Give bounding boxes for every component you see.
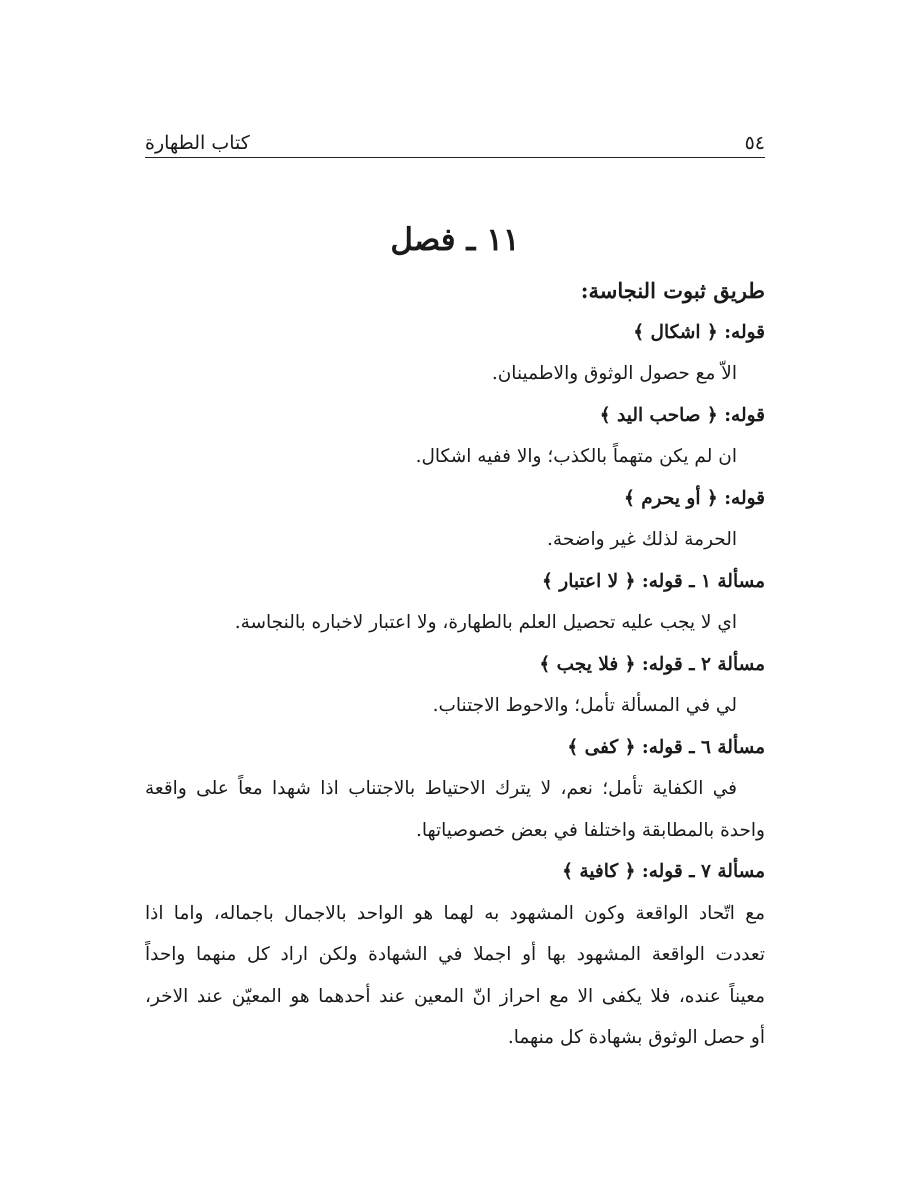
page-number: ٥٤ (744, 132, 765, 154)
masala-heading: مسألة ٢ ـ قوله: ﴿ فلا يجب ﴾ (539, 653, 765, 675)
section-title: طريق ثبوت النجاسة: (580, 278, 765, 303)
commentary-line: الاّ مع حصول الوثوق والاطمينان. (491, 363, 737, 384)
commentary-line: مع اتّحاد الواقعة وكون المشهود به لهما هو الواحد بالاجمال باجماله، واما اذا (145, 902, 765, 924)
header-rule (145, 157, 765, 158)
commentary-line: ان لم يكن متهماً بالكذب؛ والا ففيه اشكال. (415, 446, 737, 467)
commentary-line: واحدة بالمطابقة واختلفا في بعض خصوصياتها. (415, 819, 765, 841)
commentary-line: تعددت الواقعة المشهود بها أو اجملا في الشهادة ولكن اراد كل منهما واحداً (145, 944, 765, 965)
commentary-line: لي في المسألة تأمل؛ والاحوط الاجتناب. (432, 695, 737, 716)
commentary-line: أو حصل الوثوق بشهادة كل منهما. (507, 1027, 765, 1048)
commentary-line: معيناً عنده، فلا يكفى الا مع احراز انّ المعين عند أحدهما هو المعيّن عند الاخر، (145, 985, 765, 1007)
commentary-line: في الكفاية تأمل؛ نعم، لا يترك الاحتياط بالاجتناب اذا شهدا معاً على واقعة (145, 778, 737, 799)
masala-heading: مسألة ١ ـ قوله: ﴿ لا اعتبار ﴾ (542, 570, 765, 592)
masala-heading: مسألة ٦ ـ قوله: ﴿ كفى ﴾ (567, 736, 765, 758)
qawlah-line: قوله: ﴿ صاحب اليد ﴾ (599, 404, 765, 426)
qawlah-line: قوله: ﴿ أو يحرم ﴾ (623, 487, 765, 509)
running-header (145, 128, 765, 158)
commentary-line: اي لا يجب عليه تحصيل العلم بالطهارة، ولا اعتبار لاخباره بالنجاسة. (234, 612, 737, 633)
masala-heading: مسألة ٧ ـ قوله: ﴿ كافية ﴾ (562, 861, 765, 882)
body-text (145, 270, 765, 1059)
qawlah-line: قوله: ﴿ اشكال ﴾ (633, 321, 765, 343)
chapter-title: ١١ ـ فصل (390, 222, 520, 258)
commentary-line: الحرمة لذلك غير واضحة. (547, 529, 737, 550)
book-title: كتاب الطهارة (145, 132, 250, 154)
